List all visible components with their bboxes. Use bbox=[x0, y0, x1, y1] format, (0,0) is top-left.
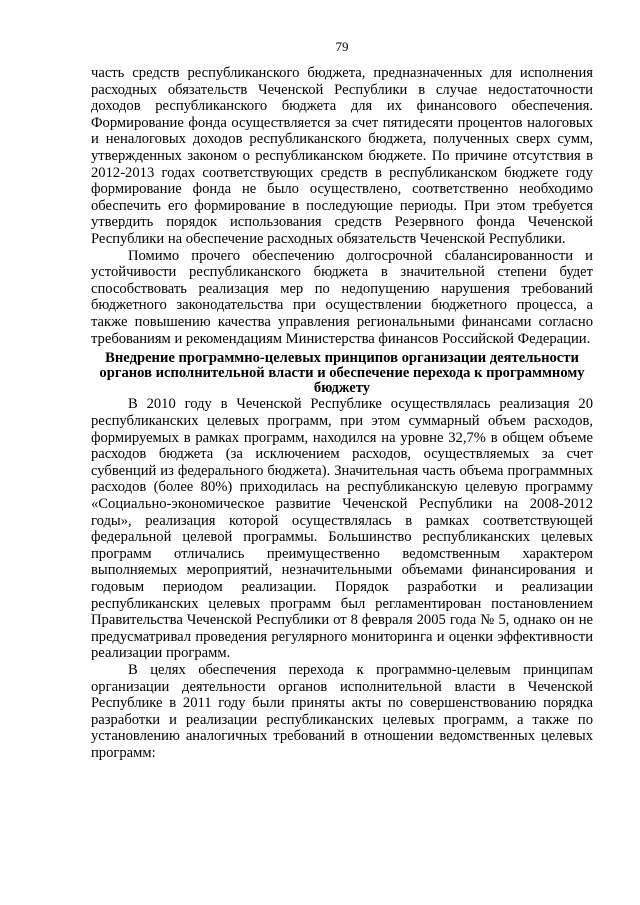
paragraph-reserve-fund: часть средств республиканского бюджета, предназначенных для исполнения расходных обязательств Чеченской Республики в случае недостаточности доходов республиканского бюджета для их финансового обеспечения. Формирование фонда осуществляется за счет пятидесяти процентов налоговых и неналоговых доходов республиканского бюджета, полученных сверх сумм, утвержденных законом о республиканском бюджете. По причине отсутствия в 2012-2013 годах соответствующих средств в республиканском бюджете году формирование фонда не было осуществлено, соответственно необходимо обеспечить его формирование в последующие периоды. При этом требуется утвердить порядок использования средств Резервного фонда Чеченской Республики на обеспечение расходных обязательств Чеченской Республики. bbox=[91, 65, 593, 247]
paragraph-program-transition: В целях обеспечения перехода к программно-целевым принципам организации деятельности органов исполнительной власти в Чеченской Республике в 2011 году были приняты акты по совершенствованию порядка разработки и реализации республиканских целевых программ, а также по установлению аналогичных требований в отношении ведомственных целевых программ: bbox=[91, 661, 593, 761]
paragraph-target-programs-2010: В 2010 году в Чеченской Республике осуществлялась реализация 20 республиканских целевых программ, при этом суммарный объем расходов, формируемых в рамках программ, находился на уровне 32,7% в общем объеме расходов бюджета (за исключением расходов, осуществляемых за счет субвенций из федерального бюджета). Значительная часть объема программных расходов (более 80%) приходилась на республиканскую целевую программу «Социально-экономическое развитие Чеченской Республики на 2008-2012 годы», реализация которой осуществлялась в рамках соответствующей федеральной целевой программы. Большинство республиканских целевых программ отличались преимущественно ведомственным характером выполняемых мероприятий, незначительными объемами финансирования и годовым периодом реализации. Порядок разработки и реализации республиканских целевых программ был регламентирован постановлением Правительства Чеченской Республики от 8 февраля 2005 года № 5, однако он не предусматривал проведения регулярного мониторинга и оценки эффективности реализации программ. bbox=[91, 396, 593, 662]
paragraph-budget-stability: Помимо прочего обеспечению долгосрочной сбалансированности и устойчивости республиканского бюджета в значительной степени будет способствовать реализация мер по недопущению нарушения требований бюджетного законодательства при осуществлении бюджетного процесса, а также повышению качества управления региональными финансами согласно требованиям и рекомендациям Министерства финансов Российской Федерации. bbox=[91, 247, 593, 347]
section-title: Внедрение программно-целевых принципов организации деятельности органов исполнительной власти и обеспечение перехода к программному бюджету bbox=[99, 350, 585, 396]
page-number: 79 bbox=[335, 39, 349, 54]
